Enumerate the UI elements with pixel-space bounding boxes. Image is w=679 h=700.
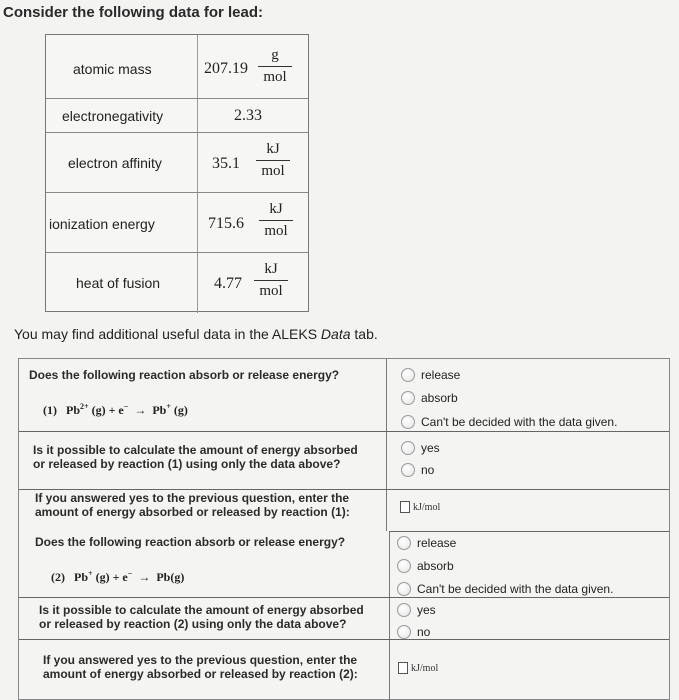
unit-denominator: mol bbox=[264, 223, 288, 239]
property-value: 4.77 bbox=[214, 275, 242, 292]
unit-denominator: mol bbox=[263, 69, 287, 85]
answer-input[interactable] bbox=[398, 662, 408, 674]
radio-button[interactable] bbox=[397, 625, 411, 639]
state: (g) bbox=[170, 570, 185, 584]
aleks-data-note bbox=[14, 326, 378, 342]
row-heat-of-fusion bbox=[46, 253, 308, 313]
property-label: ionization energy bbox=[49, 216, 155, 232]
q5-prompt-line2: or released by reaction (2) using only the data above? bbox=[39, 617, 347, 631]
lead-data-table bbox=[45, 34, 309, 312]
q5-option-yes[interactable] bbox=[397, 603, 436, 617]
data-tab-link: Data bbox=[320, 326, 351, 342]
unit-numerator: g bbox=[271, 47, 279, 63]
radio-button[interactable] bbox=[397, 536, 411, 550]
q3-prompt-line1: If you answered yes to the previous question, enter the bbox=[35, 491, 350, 505]
electron: e bbox=[122, 570, 128, 584]
unit-fraction bbox=[258, 47, 292, 86]
reaction-label: (1) bbox=[43, 403, 57, 417]
state: (g) bbox=[91, 403, 106, 417]
radio-button[interactable] bbox=[401, 391, 415, 405]
product: Pb bbox=[152, 403, 167, 417]
unit-label: kJ/mol bbox=[411, 662, 439, 674]
option-label: no bbox=[417, 625, 431, 639]
unit-fraction bbox=[259, 201, 293, 240]
q3-prompt-line2: amount of energy absorbed or released by reaction (1): bbox=[35, 505, 350, 519]
reactant-charge: + bbox=[88, 569, 93, 578]
plus: + bbox=[108, 403, 116, 417]
question-grid bbox=[18, 358, 670, 700]
radio-button[interactable] bbox=[401, 463, 415, 477]
row-electron-affinity bbox=[46, 133, 308, 193]
reactant-charge: 2+ bbox=[80, 402, 89, 411]
q4-option-release[interactable] bbox=[397, 536, 456, 550]
q2-prompt bbox=[33, 443, 358, 471]
q4-prompt: Does the following reaction absorb or release energy? bbox=[35, 535, 346, 549]
row-atomic-mass bbox=[46, 35, 308, 99]
radio-button[interactable] bbox=[401, 441, 415, 455]
product: Pb bbox=[156, 570, 171, 584]
arrow: → bbox=[134, 403, 147, 417]
q4-option-absorb[interactable] bbox=[397, 559, 454, 573]
q6-answer-field[interactable] bbox=[398, 662, 438, 674]
row-ionization-energy bbox=[46, 193, 308, 253]
property-value: 2.33 bbox=[234, 107, 262, 124]
unit-numerator: kJ bbox=[264, 261, 278, 277]
q5-prompt bbox=[39, 603, 364, 631]
property-value: 35.1 bbox=[212, 155, 240, 172]
unit-denominator: mol bbox=[259, 283, 283, 299]
q1-option-release[interactable] bbox=[401, 368, 460, 382]
reaction-2 bbox=[51, 569, 184, 585]
option-label: absorb bbox=[417, 559, 454, 573]
property-value: 207.19 bbox=[204, 60, 248, 77]
reaction-label: (2) bbox=[51, 570, 65, 584]
property-label: atomic mass bbox=[73, 61, 152, 77]
property-value: 715.6 bbox=[208, 215, 244, 232]
q6-prompt bbox=[43, 653, 358, 681]
property-label: heat of fusion bbox=[76, 275, 161, 291]
electron-charge: − bbox=[123, 402, 129, 411]
option-label: release bbox=[417, 536, 457, 550]
radio-button[interactable] bbox=[401, 368, 415, 382]
q6-prompt-line1: If you answered yes to the previous question, enter the bbox=[43, 653, 358, 667]
option-label: release bbox=[421, 368, 461, 382]
electron-charge: − bbox=[127, 569, 133, 578]
option-label: absorb bbox=[421, 391, 458, 405]
q4-option-cant-decide[interactable] bbox=[397, 582, 613, 596]
q3-answer-field[interactable] bbox=[400, 501, 440, 513]
reactant: Pb bbox=[74, 570, 89, 584]
reaction-1 bbox=[43, 402, 188, 418]
option-label: yes bbox=[417, 603, 436, 617]
q2-option-no[interactable] bbox=[401, 463, 434, 477]
q6-prompt-line2: amount of energy absorbed or released by reaction (2): bbox=[43, 667, 358, 681]
option-label: Can't be decided with the data given. bbox=[421, 415, 618, 429]
product-charge: + bbox=[166, 402, 171, 411]
q2-prompt-line2: or released by reaction (1) using only the data above? bbox=[33, 457, 341, 471]
state: (g) bbox=[173, 403, 188, 417]
option-label: no bbox=[421, 463, 435, 477]
note-text-end: tab. bbox=[350, 326, 378, 342]
page-heading: Consider the following data for lead: bbox=[3, 4, 264, 21]
electron: e bbox=[118, 403, 124, 417]
q2-prompt-line1: Is it possible to calculate the amount of energy absorbed bbox=[33, 443, 358, 457]
unit-label: kJ/mol bbox=[413, 501, 441, 513]
arrow: → bbox=[138, 570, 151, 584]
option-label: yes bbox=[421, 441, 440, 455]
q2-option-yes[interactable] bbox=[401, 441, 440, 455]
state: (g) bbox=[95, 570, 110, 584]
radio-button[interactable] bbox=[397, 603, 411, 617]
unit-fraction bbox=[254, 261, 288, 300]
property-label: electronegativity bbox=[62, 108, 164, 124]
radio-button[interactable] bbox=[397, 559, 411, 573]
unit-numerator: kJ bbox=[269, 201, 283, 217]
unit-denominator: mol bbox=[261, 163, 285, 179]
reactant: Pb bbox=[66, 403, 81, 417]
unit-numerator: kJ bbox=[266, 141, 280, 157]
q1-prompt: Does the following reaction absorb or release energy? bbox=[29, 368, 340, 382]
plus: + bbox=[112, 570, 120, 584]
note-text: You may find additional useful data in the ALEKS bbox=[14, 326, 321, 342]
q5-option-no[interactable] bbox=[397, 625, 430, 639]
q1-option-cant-decide[interactable] bbox=[401, 415, 617, 429]
q5-prompt-line1: Is it possible to calculate the amount of energy absorbed bbox=[39, 603, 364, 617]
q1-option-absorb[interactable] bbox=[401, 391, 458, 405]
row-electronegativity bbox=[46, 99, 308, 133]
unit-fraction bbox=[256, 141, 290, 180]
answer-input[interactable] bbox=[400, 501, 410, 513]
radio-button[interactable] bbox=[401, 415, 415, 429]
q3-prompt bbox=[35, 491, 350, 519]
radio-button[interactable] bbox=[397, 582, 411, 596]
option-label: Can't be decided with the data given. bbox=[417, 582, 614, 596]
property-label: electron affinity bbox=[68, 155, 162, 171]
